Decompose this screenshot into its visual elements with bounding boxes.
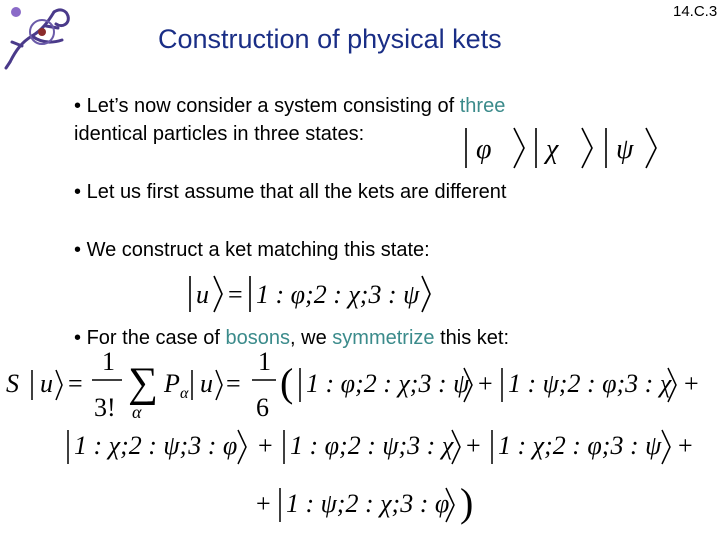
frac2-numerator: 1 xyxy=(258,347,271,376)
plus-sign: + xyxy=(678,431,693,460)
equals-sign: = xyxy=(228,280,243,309)
highlight-bosons: bosons xyxy=(225,327,291,349)
ket-psi: ψ xyxy=(616,134,634,165)
frac1-denominator: 3! xyxy=(94,393,116,422)
bullet-4-text-post: this ket: xyxy=(434,327,510,349)
sym-term-5: 1 : χ;2 : φ;3 : ψ xyxy=(498,431,662,460)
bullet-1-text: Let’s now consider a system consisting of xyxy=(86,95,460,117)
ket-chi: χ xyxy=(546,134,559,165)
symmetrize-equation-line-1 xyxy=(4,346,714,422)
bullet-marker: • xyxy=(74,95,82,117)
left-paren: ( xyxy=(280,360,294,405)
bullet-4-text-pre: For the case of xyxy=(86,327,226,349)
plus-sign: + xyxy=(466,431,481,460)
bullet-3 xyxy=(74,238,430,262)
bullet-1-line-2: identical particles in three states: xyxy=(74,123,365,145)
bullet-4-text-mid: , we xyxy=(290,327,333,349)
lizard-logo-icon xyxy=(2,2,78,72)
plus-sign: + xyxy=(256,489,271,518)
u-symbol: u xyxy=(196,280,209,309)
equals-sign: = xyxy=(226,369,241,398)
right-paren: ) xyxy=(460,482,474,525)
S-operator: S xyxy=(6,369,19,398)
sym-term-2: 1 : ψ;2 : φ;3 : χ xyxy=(508,369,672,398)
ket-phi: φ xyxy=(476,134,492,165)
sym-term-3: 1 : χ;2 : ψ;3 : φ xyxy=(74,431,238,460)
sym-term-1: 1 : φ;2 : χ;3 : ψ xyxy=(306,369,470,398)
sym-term-6: 1 : ψ;2 : χ;3 : φ xyxy=(286,489,450,518)
bullet-marker: • xyxy=(74,239,82,261)
state-kets-equation xyxy=(462,124,662,172)
bullet-2 xyxy=(74,180,506,204)
highlight-three: three xyxy=(459,95,506,117)
bullet-marker: • xyxy=(74,181,82,203)
u-symbol: u xyxy=(40,369,53,398)
frac2-denominator: 6 xyxy=(256,393,269,422)
bullet-1-line-1 xyxy=(74,94,505,118)
bullet-marker: • xyxy=(74,327,82,349)
plus-sign: + xyxy=(684,369,699,398)
plus-sign: + xyxy=(478,369,493,398)
equals-sign: = xyxy=(68,369,83,398)
frac1-numerator: 1 xyxy=(102,347,115,376)
symmetrize-equation-line-3 xyxy=(254,482,494,528)
slide-title: Construction of physical kets xyxy=(158,24,502,54)
sym-term-4: 1 : φ;2 : ψ;3 : χ xyxy=(290,431,454,460)
P-subscript: α xyxy=(180,385,189,402)
u-ket-equation xyxy=(186,272,446,316)
sum-subscript: α xyxy=(132,402,142,422)
u-symbol: u xyxy=(200,369,213,398)
bullet-3-text: We construct a ket matching this state: xyxy=(86,239,430,261)
symmetrize-equation-line-2 xyxy=(60,424,714,468)
bullet-2-text: Let us first assume that all the kets are different xyxy=(86,181,507,203)
highlight-symmetrize: symmetrize xyxy=(332,327,435,349)
P-operator: P xyxy=(164,369,180,398)
sum-symbol: ∑ xyxy=(128,360,158,406)
plus-sign: + xyxy=(258,431,273,460)
slide-number: 14.C.3 xyxy=(673,3,718,20)
u-ket-content: 1 : φ;2 : χ;3 : ψ xyxy=(256,280,420,309)
